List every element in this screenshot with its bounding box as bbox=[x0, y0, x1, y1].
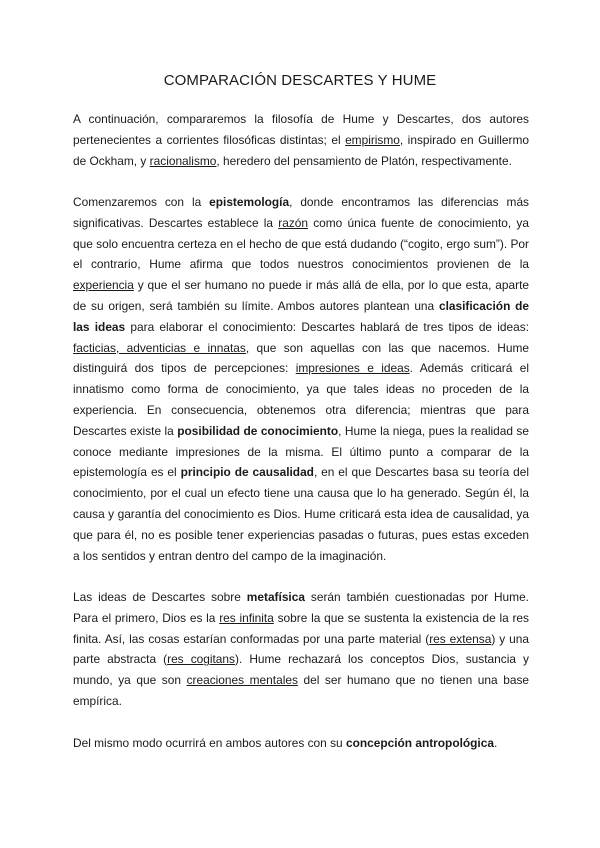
bold-term-clasificacion: clasificación de las ideas bbox=[73, 298, 529, 334]
bold-term-metafisica: metafísica bbox=[246, 590, 305, 604]
text-span: serán también cuestionadas por Hume. Para el primero, Dios es la bbox=[73, 590, 529, 625]
text-span: Comenzaremos con la bbox=[73, 195, 210, 209]
text-span: , heredero del pensamiento de Platón, respectivamente. bbox=[216, 153, 512, 168]
bold-term-causalidad: principio de causalidad bbox=[180, 465, 314, 480]
underlined-term-res-extensa: res extensa bbox=[429, 631, 492, 646]
bold-term-posibilidad: posibilidad de conocimiento bbox=[177, 423, 339, 438]
text-span: , inspirado en Guillermo de Ockham, y bbox=[73, 132, 529, 168]
bold-term-antropologica: concepción antropológica bbox=[345, 736, 494, 750]
text-span: , en el que Descartes basa su teoría del conocimiento, por el cual un efecto tiene una causa que lo ha generado. Según él, la causa y garantía del conocimiento es Dios. Hume criticará esta idea de causalidad, ya que para él, no es posible tener experiencias pasadas o futuras, pues estas exceden a los sentidos y entran dentro del campo de la imaginación. bbox=[73, 465, 529, 563]
text-span: para elaborar el conocimiento: Descartes hablará de tres tipos de ideas: bbox=[125, 319, 529, 334]
bold-term-epistemologia: epistemología bbox=[209, 195, 290, 209]
text-span: . Además criticará el innatismo como forma de conocimiento, ya que tales ideas no proceden de la experiencia. En consecuencia, obtenemos otra diferencia; mientras que para Descartes existe la bbox=[73, 361, 529, 438]
underlined-term-empirismo: empirismo bbox=[345, 132, 400, 147]
underlined-term-impresiones: impresiones e ideas bbox=[295, 361, 410, 376]
underlined-term-creaciones: creaciones mentales bbox=[186, 673, 298, 688]
text-span: sobre la que se sustenta la existencia de la res finita. Así, las cosas estarían conformadas por una parte material ( bbox=[73, 610, 529, 646]
paragraph-anthropology bbox=[73, 733, 529, 754]
text-span: , donde encontramos las diferencias más significativas. Descartes establece la bbox=[73, 195, 529, 230]
paragraph-metaphysics bbox=[73, 587, 529, 712]
text-span: ) y una parte abstracta ( bbox=[73, 631, 530, 667]
paragraph-introduction bbox=[73, 109, 529, 171]
text-span: Del mismo modo ocurrirá en ambos autores con su bbox=[73, 736, 346, 750]
underlined-term-res-cogitans: res cogitans bbox=[167, 652, 235, 667]
underlined-term-tipos-ideas: facticias, adventicias e innatas, bbox=[73, 340, 250, 355]
text-span: , Hume la niega, pues la realidad se conoce mediante impresiones de la misma. El último punto a comparar de la epistemología es el bbox=[73, 423, 529, 480]
text-span: Las ideas de Descartes sobre bbox=[73, 590, 247, 604]
text-span: que son aquellas con las que nacemos. Hume distinguirá dos tipos de percepciones: bbox=[73, 340, 529, 376]
text-span: ). Hume rechazará los conceptos Dios, sustancia y mundo, ya que son bbox=[73, 652, 529, 688]
underlined-term-racionalismo: racionalismo bbox=[149, 153, 217, 168]
underlined-term-res-infinita: res infinita bbox=[219, 610, 274, 625]
text-span: A continuación, compararemos la filosofía de Hume y Descartes, dos autores pertenecientes a corrientes filosóficas distintas; el bbox=[73, 112, 529, 147]
text-span: del ser humano que no tienen una base empírica. bbox=[73, 673, 529, 708]
text-span: . bbox=[493, 736, 498, 750]
underlined-term-razon: razón bbox=[278, 215, 308, 230]
text-span: y que el ser humano no puede ir más allá de ella, por lo que esta, aparte de su origen, será también su límite. Ambos autores plantean una bbox=[73, 278, 529, 313]
underlined-term-experiencia: experiencia bbox=[73, 278, 134, 293]
document-title: COMPARACIÓN DESCARTES Y HUME bbox=[163, 72, 437, 89]
paragraph-epistemology bbox=[73, 192, 529, 566]
text-span: como única fuente de conocimiento, ya que solo encuentra certeza en el hecho de que está dudando (“cogito, ergo sum”). Por el contrario, Hume afirma que todos nuestros conocimientos provienen de la bbox=[73, 215, 529, 272]
